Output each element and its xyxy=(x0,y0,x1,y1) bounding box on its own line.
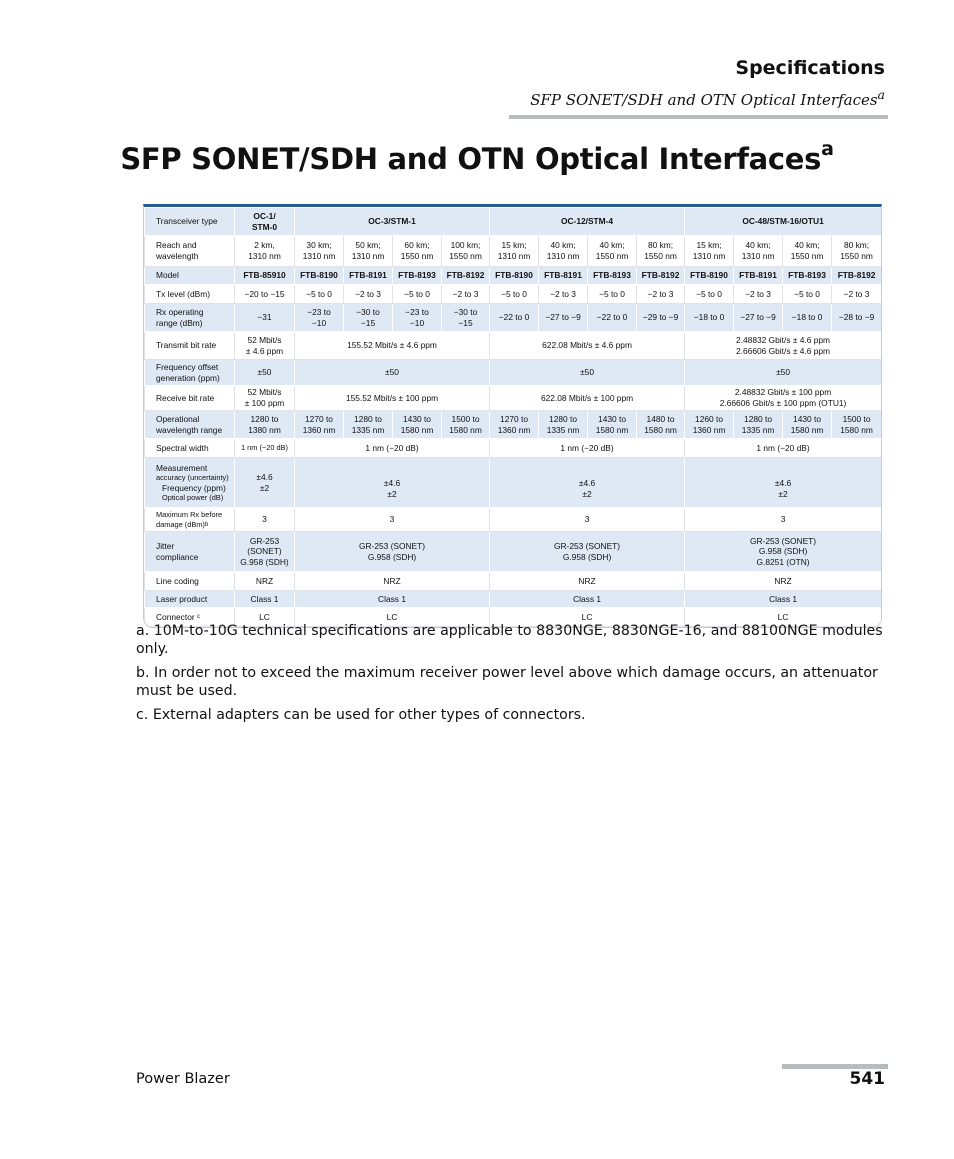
table-cell: NRZ xyxy=(295,572,490,591)
table-cell: 52 Mbit/s ± 4.6 ppm xyxy=(235,332,295,360)
row-label-line: Optical power (dB) xyxy=(162,492,224,502)
table-cell: 40 km; 1550 nm xyxy=(588,236,637,267)
table-cell: LC xyxy=(685,608,882,627)
row-label-line: accuracy (uncertainty) xyxy=(156,472,229,482)
table-cell: 1430 to 1580 nm xyxy=(393,411,442,439)
table-cell: 1500 to 1580 nm xyxy=(832,411,882,439)
footer-product-name: Power Blazer xyxy=(136,1071,230,1087)
table-cell: 100 km; 1550 nm xyxy=(442,236,490,267)
table-cell: ±4.6 ±2 xyxy=(490,458,685,508)
table-cell: 622.08 Mbit/s ± 100 ppm xyxy=(490,386,685,411)
table-cell: 1500 to 1580 nm xyxy=(442,411,490,439)
table-cell: −22 to 0 xyxy=(490,304,539,332)
row-label-text: Maximum Rx before damage (dBm) xyxy=(156,509,223,529)
table-cell: ±50 xyxy=(490,360,685,386)
header-cell: OC-12/STM-4 xyxy=(490,208,685,236)
table-cell: 40 km; 1550 nm xyxy=(783,236,832,267)
table-cell: FTB-8192 xyxy=(442,267,490,285)
row-label: Receive bit rate xyxy=(145,386,235,411)
table-cell: 1280 to 1335 nm xyxy=(344,411,393,439)
table-cell: 155.52 Mbit/s ± 100 ppm xyxy=(295,386,490,411)
table-cell: FTB-8191 xyxy=(734,267,783,285)
table-cell: −5 to 0 xyxy=(295,285,344,304)
table-row-receive-bit-rate xyxy=(145,386,882,411)
table-cell: Class 1 xyxy=(295,591,490,608)
table-cell: FTB-8192 xyxy=(832,267,882,285)
table-cell: 3 xyxy=(685,508,882,532)
table-cell: 1280 to 1335 nm xyxy=(539,411,588,439)
table-cell: FTB-8190 xyxy=(490,267,539,285)
table-cell: 15 km; 1310 nm xyxy=(685,236,734,267)
table-cell: −31 xyxy=(235,304,295,332)
table-cell: 80 km; 1550 nm xyxy=(832,236,882,267)
table-cell: 2.48832 Gbit/s ± 4.6 ppm 2.66606 Gbit/s ± 4.6 ppm xyxy=(685,332,882,360)
table-cell: GR-253 (SONET) G.958 (SDH) xyxy=(235,532,295,572)
table-cell: 1 nm (−20 dB) xyxy=(685,439,882,458)
table-cell: −5 to 0 xyxy=(588,285,637,304)
table-row-measurement-accuracy xyxy=(145,458,882,508)
table-cell: 80 km; 1550 nm xyxy=(637,236,685,267)
table-cell: 1430 to 1580 nm xyxy=(588,411,637,439)
table-cell: −2 to 3 xyxy=(442,285,490,304)
table-cell: FTB-8191 xyxy=(344,267,393,285)
table-cell: 40 km; 1310 nm xyxy=(734,236,783,267)
table-cell: −20 to −15 xyxy=(235,285,295,304)
header-cell: Transceiver type xyxy=(145,208,235,236)
table-cell: 1 nm (−20 dB) xyxy=(490,439,685,458)
row-label: Tx level (dBm) xyxy=(145,285,235,304)
table-cell: 30 km; 1310 nm xyxy=(295,236,344,267)
table-cell: 2 km, 1310 nm xyxy=(235,236,295,267)
table-cell: 1 nm (−20 dB) xyxy=(235,439,295,458)
table-row-rx-range xyxy=(145,304,882,332)
table-cell: −18 to 0 xyxy=(783,304,832,332)
table-cell: −18 to 0 xyxy=(685,304,734,332)
table-row-reach xyxy=(145,236,882,267)
table-cell: 1 nm (−20 dB) xyxy=(295,439,490,458)
footnote-c: c. External adapters can be used for other types of connectors. xyxy=(136,707,586,723)
row-label: Line coding xyxy=(145,572,235,591)
table-cell: −30 to −15 xyxy=(442,304,490,332)
table-row-laser-product xyxy=(145,591,882,608)
row-label: Spectral width xyxy=(145,439,235,458)
table-cell: −5 to 0 xyxy=(685,285,734,304)
table-row-line-coding xyxy=(145,572,882,591)
table-row-model xyxy=(145,267,882,285)
table-header-row xyxy=(145,208,882,236)
table-cell: 1280 to 1335 nm xyxy=(734,411,783,439)
table-cell: −5 to 0 xyxy=(490,285,539,304)
table-cell: 1260 to 1360 nm xyxy=(685,411,734,439)
table-cell: LC xyxy=(235,608,295,627)
table-cell: ±4.6 ±2 xyxy=(295,458,490,508)
table-cell: 3 xyxy=(235,508,295,532)
row-label: Transmit bit rate xyxy=(145,332,235,360)
table-cell: 1270 to 1360 nm xyxy=(295,411,344,439)
table-cell: FTB-8193 xyxy=(588,267,637,285)
footnote-b: b. In order not to exceed the maximum receiver power level above which damage occurs, an attenuator must be used. xyxy=(136,665,878,699)
subsection-heading: SFP SONET/SDH and OTN Optical Interfaces$^a$ xyxy=(530,87,885,109)
table-cell: FTB-8191 xyxy=(539,267,588,285)
table-cell: ±50 xyxy=(685,360,882,386)
table-cell: 1430 to 1580 nm xyxy=(783,411,832,439)
row-label: Rx operating range (dBm) xyxy=(145,304,235,332)
table-cell: LC xyxy=(295,608,490,627)
row-label-line: Measurement xyxy=(156,462,208,473)
page-title: SFP SONET/SDH and OTN Optical Interfaces$^a$ xyxy=(120,138,834,176)
row-label xyxy=(145,508,235,532)
footnote-marker: c xyxy=(196,613,200,620)
table-cell: ±50 xyxy=(235,360,295,386)
table-cell: 1280 to 1380 nm xyxy=(235,411,295,439)
row-label: Laser product xyxy=(145,591,235,608)
row-label-line: Frequency (ppm) xyxy=(162,482,226,493)
table-row-operational-wavelength xyxy=(145,411,882,439)
table-cell: FTB-8193 xyxy=(393,267,442,285)
table-row-frequency-offset xyxy=(145,360,882,386)
table-cell: −2 to 3 xyxy=(344,285,393,304)
page-number: 541 xyxy=(849,1069,885,1089)
table-cell: −2 to 3 xyxy=(734,285,783,304)
table-cell: ±4.6 ±2 xyxy=(685,458,882,508)
row-label: Reach and wavelength xyxy=(145,236,235,267)
table-row-tx-level xyxy=(145,285,882,304)
table-cell: FTB-85910 xyxy=(235,267,295,285)
table-cell: −27 to −9 xyxy=(539,304,588,332)
table-cell: NRZ xyxy=(685,572,882,591)
table-row-jitter xyxy=(145,532,882,572)
table-cell: GR-253 (SONET) G.958 (SDH) xyxy=(295,532,490,572)
header-cell: OC-48/STM-16/OTU1 xyxy=(685,208,882,236)
row-label: Model xyxy=(145,267,235,285)
table-cell: 50 km; 1310 nm xyxy=(344,236,393,267)
table-cell: NRZ xyxy=(490,572,685,591)
table-cell: −22 to 0 xyxy=(588,304,637,332)
table-cell: −23 to −10 xyxy=(393,304,442,332)
table-cell: GR-253 (SONET) G.958 (SDH) G.8251 (OTN) xyxy=(685,532,882,572)
table-cell: FTB-8190 xyxy=(685,267,734,285)
table-cell: 60 km; 1550 nm xyxy=(393,236,442,267)
row-label xyxy=(145,458,235,508)
table-cell: 2.48832 Gbit/s ± 100 ppm 2.66606 Gbit/s ± 100 ppm (OTU1) xyxy=(685,386,882,411)
table-cell: ±50 xyxy=(295,360,490,386)
table-cell: 622.08 Mbit/s ± 4.6 ppm xyxy=(490,332,685,360)
table-cell: 1270 to 1360 nm xyxy=(490,411,539,439)
table-cell: 52 Mbit/s ± 100 ppm xyxy=(235,386,295,411)
table-cell: Class 1 xyxy=(490,591,685,608)
section-heading: Specifications xyxy=(735,57,885,79)
table-cell: NRZ xyxy=(235,572,295,591)
table-row-max-rx xyxy=(145,508,882,532)
header-cell: OC-3/STM-1 xyxy=(295,208,490,236)
table-cell: LC xyxy=(490,608,685,627)
footnote-marker: b xyxy=(204,521,209,528)
table-cell: −2 to 3 xyxy=(832,285,882,304)
table-cell: 1480 to 1580 nm xyxy=(637,411,685,439)
title-footnote-marker: a xyxy=(821,138,834,160)
header-cell: OC-1/ STM-0 xyxy=(235,208,295,236)
table-cell: FTB-8193 xyxy=(783,267,832,285)
table-row-spectral-width xyxy=(145,439,882,458)
table-cell: 3 xyxy=(490,508,685,532)
table-cell: −30 to −15 xyxy=(344,304,393,332)
table-cell: 40 km; 1310 nm xyxy=(539,236,588,267)
table-cell: 15 km; 1310 nm xyxy=(490,236,539,267)
table-cell: −28 to −9 xyxy=(832,304,882,332)
row-label: Operational wavelength range xyxy=(145,411,235,439)
row-label-text: Connector xyxy=(156,611,195,622)
footnote-a: a. 10M-to-10G technical specifications are applicable to 8830NGE, 8830NGE-16, and 88100NGE modules only. xyxy=(136,623,883,657)
table-cell: −27 to −9 xyxy=(734,304,783,332)
table-cell: Class 1 xyxy=(235,591,295,608)
table-cell: 3 xyxy=(295,508,490,532)
footnotes xyxy=(136,622,886,730)
table-cell: −5 to 0 xyxy=(783,285,832,304)
table-cell: FTB-8192 xyxy=(637,267,685,285)
header-rule xyxy=(509,115,888,119)
row-label: Jitter compliance xyxy=(145,532,235,572)
table-cell: −5 to 0 xyxy=(393,285,442,304)
table-cell: −23 to −10 xyxy=(295,304,344,332)
table-cell: FTB-8190 xyxy=(295,267,344,285)
table-cell: −29 to −9 xyxy=(637,304,685,332)
table-cell: −2 to 3 xyxy=(637,285,685,304)
table-cell: Class 1 xyxy=(685,591,882,608)
table-cell: ±4.6 ±2 xyxy=(235,458,295,508)
table-cell: −2 to 3 xyxy=(539,285,588,304)
row-label: Frequency offset generation (ppm) xyxy=(145,360,235,386)
table-cell: GR-253 (SONET) G.958 (SDH) xyxy=(490,532,685,572)
spec-table xyxy=(144,207,882,627)
table-row-transmit-bit-rate xyxy=(145,332,882,360)
table-cell: 155.52 Mbit/s ± 4.6 ppm xyxy=(295,332,490,360)
spec-table-container xyxy=(143,204,882,628)
